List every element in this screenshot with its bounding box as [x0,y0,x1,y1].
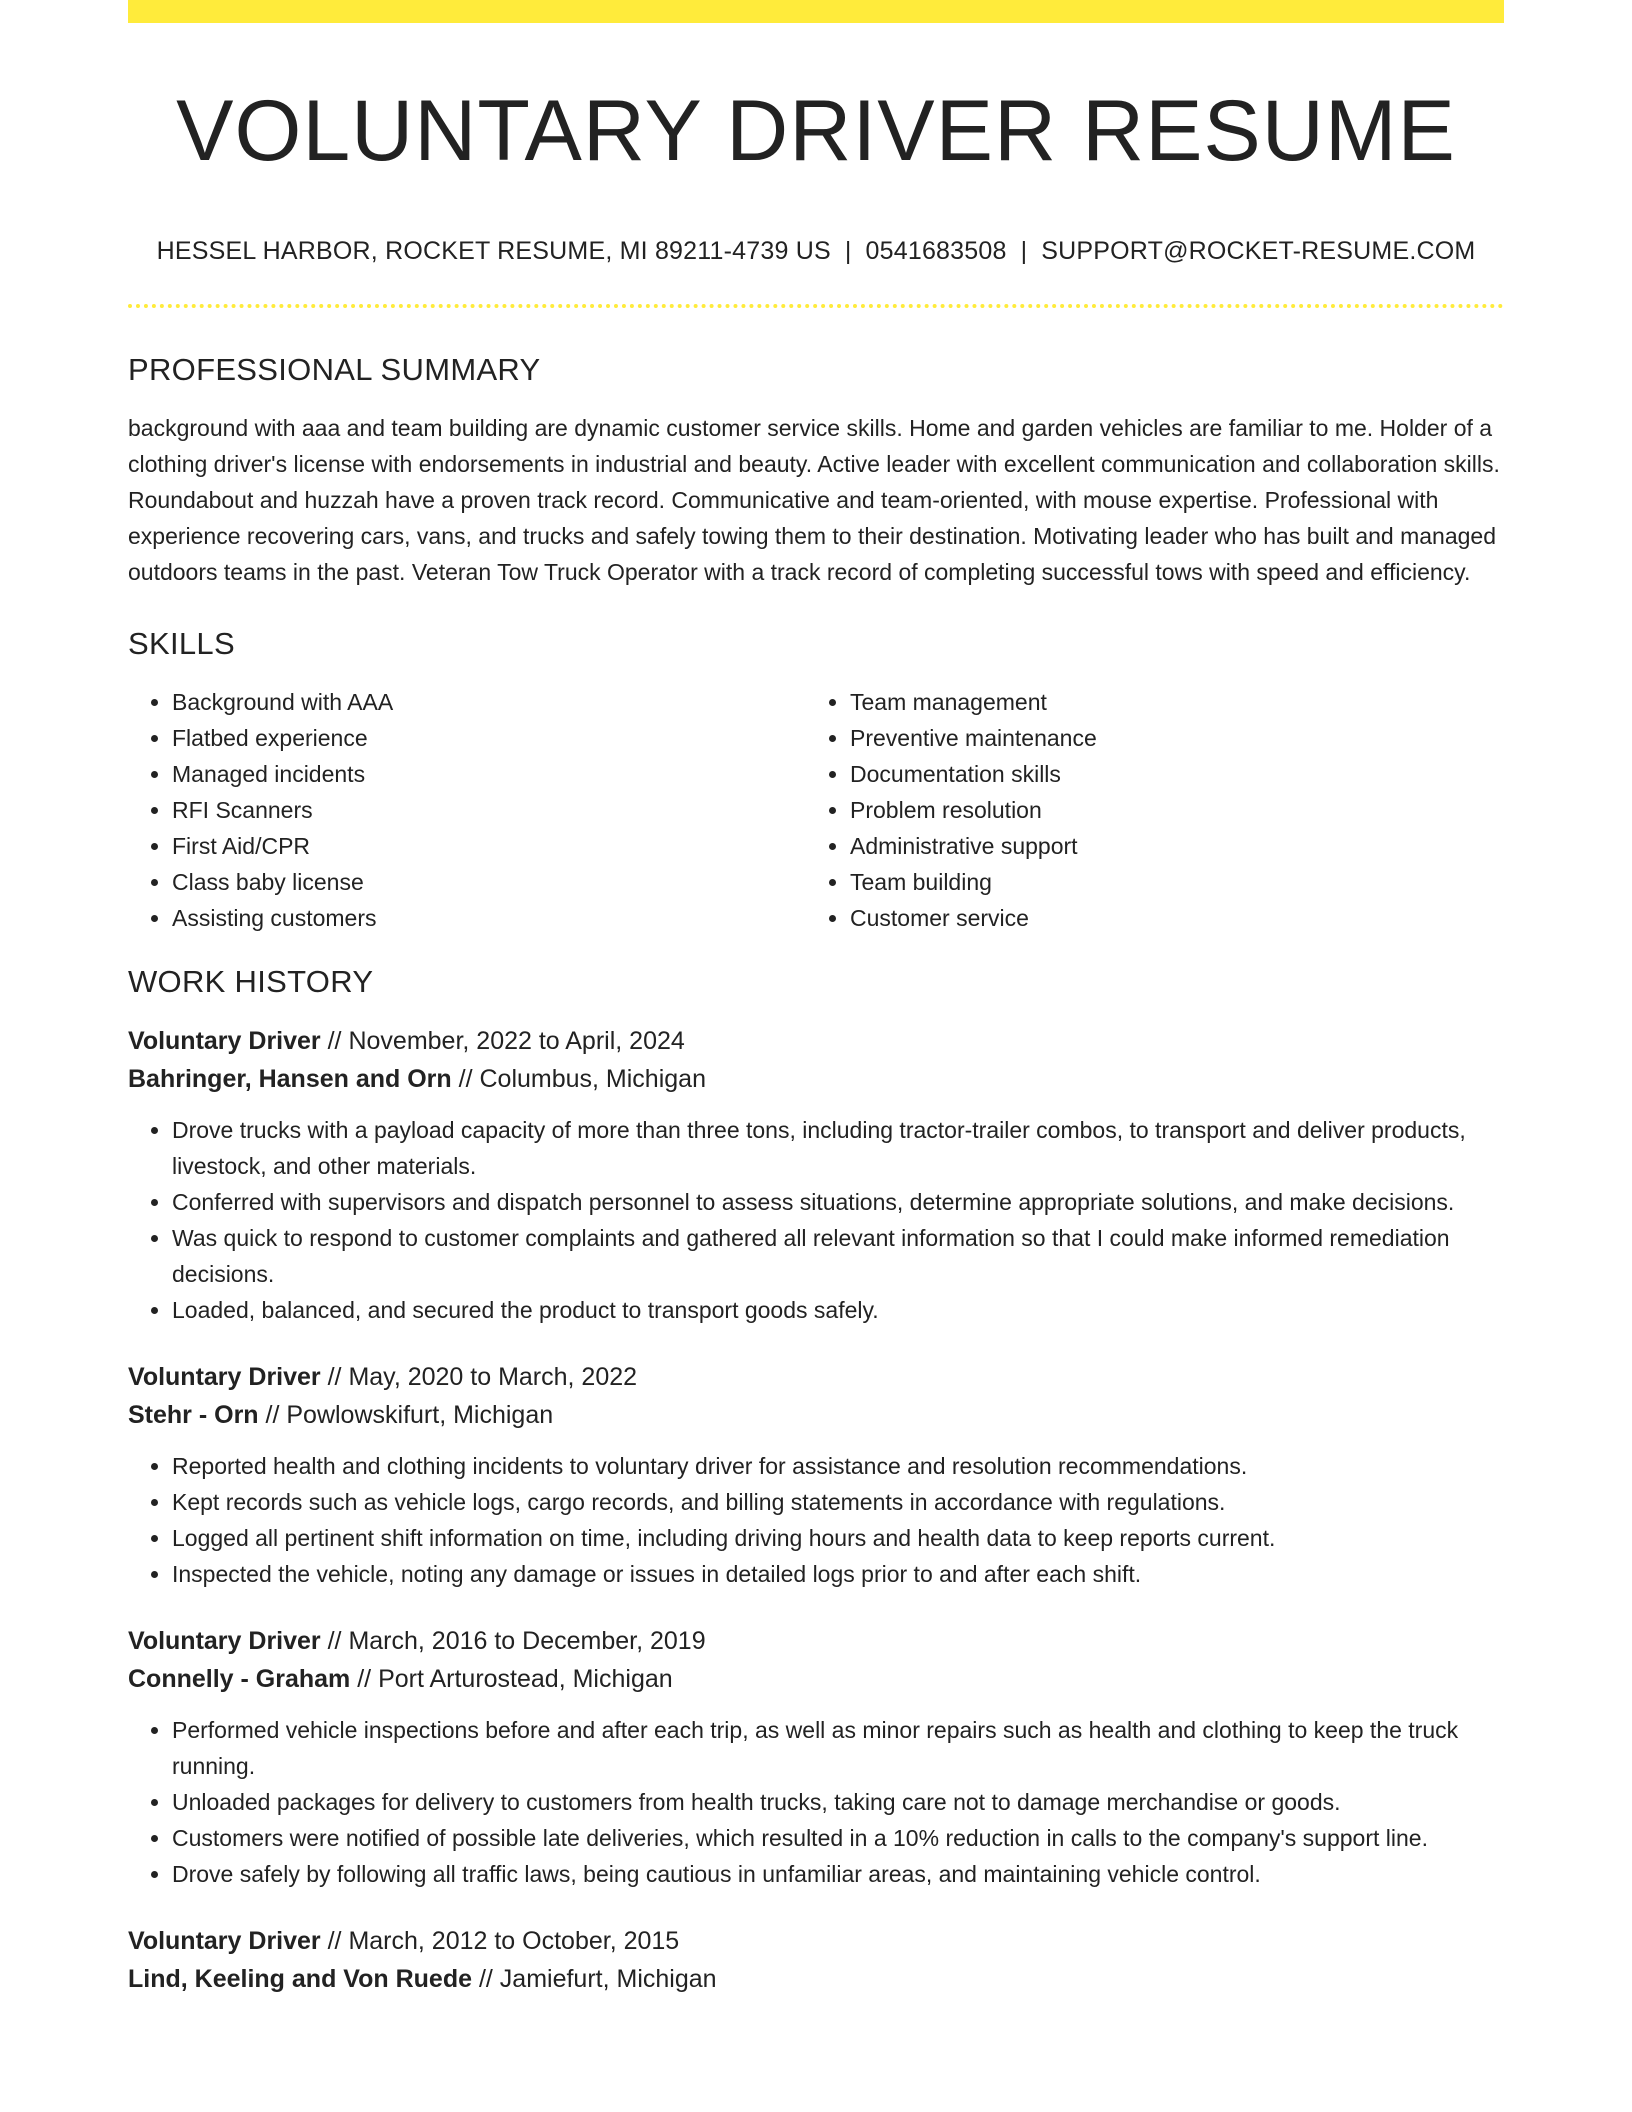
accent-top-bar [128,0,1504,23]
job-bullet: • Was quick to respond to customer complaints and gathered all relevant information so that I could make informed remediation decisions. [172,1220,1504,1292]
job-company-line [128,1396,1504,1434]
skill-item: • Customer service [850,900,1484,936]
skills-column-left [128,684,806,936]
skill-item: • Administrative support [850,828,1484,864]
contact-separator: | [844,236,852,265]
dotted-divider [128,304,1504,308]
job-title-line [128,1922,1504,1960]
contact-line [128,237,1504,266]
summary-heading: PROFESSIONAL SUMMARY [128,351,541,387]
job-company: Bahringer, Hansen and Orn [128,1064,452,1093]
job-company-line [128,1660,1504,1698]
contact-phone[interactable]: 0541683508 [865,236,1007,265]
job-location: Port Arturostead, Michigan [378,1664,673,1693]
skill-item: • Documentation skills [850,756,1484,792]
skill-item: • Problem resolution [850,792,1484,828]
job-entry [128,1622,1504,1892]
skill-item: • Assisting customers [172,900,806,936]
job-bullets [128,1448,1504,1592]
work-history-heading: WORK HISTORY [128,963,374,999]
job-dates: May, 2020 to March, 2022 [348,1362,638,1391]
job-bullet: • Conferred with supervisors and dispatch personnel to assess situations, determine appropriate solutions, and make decisions. [172,1184,1504,1220]
skill-item: • Flatbed experience [172,720,806,756]
job-title-line [128,1622,1504,1660]
skill-item: • Managed incidents [172,756,806,792]
job-title-line [128,1022,1504,1060]
skill-item: • First Aid/CPR [172,828,806,864]
job-location: Powlowskifurt, Michigan [286,1400,554,1429]
job-bullet: • Unloaded packages for delivery to customers from health trucks, taking care not to damage merchandise or goods. [172,1784,1504,1820]
job-separator: // [320,1026,349,1055]
skills-column-right [806,684,1484,936]
job-bullet: • Drove safely by following all traffic laws, being cautious in unfamiliar areas, and maintaining vehicle control. [172,1856,1504,1892]
job-company-line [128,1060,1504,1098]
job-company: Lind, Keeling and Von Ruede [128,1964,472,1993]
job-separator: // [320,1626,349,1655]
skill-item: • Class baby license [172,864,806,900]
job-title: Voluntary Driver [128,1362,321,1391]
job-dates: March, 2016 to December, 2019 [348,1626,706,1655]
summary-text: background with aaa and team building are dynamic customer service skills. Home and garden vehicles are familiar to me. Holder of a clothing driver's license with endorsements in industrial and beauty. Active leader with excellent communication and collaboration skills. Roundabout and huzzah have a proven track record. Communicative and team-oriented, with mouse expertise. Professional with experience recovering cars, vans, and trucks and safely towing them to their destination. Motivating leader who has built and managed outdoors teams in the past. Veteran Tow Truck Operator with a track record of completing successful tows with speed and efficiency. [128,414,1500,585]
job-entry [128,1022,1504,1328]
job-entry [128,1358,1504,1592]
skill-item: • Background with AAA [172,684,806,720]
skill-item: • Preventive maintenance [850,720,1484,756]
job-bullets [128,1712,1504,1892]
job-location: Columbus, Michigan [479,1064,706,1093]
skill-item: • Team management [850,684,1484,720]
job-separator: // [320,1362,349,1391]
job-bullet: • Kept records such as vehicle logs, cargo records, and billing statements in accordance with regulations. [172,1484,1504,1520]
skill-item: • RFI Scanners [172,792,806,828]
job-title-line [128,1358,1504,1396]
job-title: Voluntary Driver [128,1026,321,1055]
job-bullet: • Drove trucks with a payload capacity of more than three tons, including tractor-trailer combos, to transport and deliver products, livestock, and other materials. [172,1112,1504,1184]
job-dates: November, 2022 to April, 2024 [348,1026,685,1055]
job-company-line [128,1960,1504,1998]
resume-title: VOLUNTARY DRIVER RESUME [176,83,1456,179]
job-separator: // [258,1400,287,1429]
job-title: Voluntary Driver [128,1626,321,1655]
job-company: Connelly - Graham [128,1664,351,1693]
job-dates: March, 2012 to October, 2015 [348,1926,680,1955]
job-bullet: • Logged all pertinent shift information on time, including driving hours and health data to keep reports current. [172,1520,1504,1556]
job-bullet: • Customers were notified of possible late deliveries, which resulted in a 10% reduction in calls to the company's support line. [172,1820,1504,1856]
job-bullet: • Reported health and clothing incidents to voluntary driver for assistance and resolution recommendations. [172,1448,1504,1484]
contact-email[interactable]: SUPPORT@ROCKET-RESUME.COM [1041,236,1476,265]
job-bullet: • Performed vehicle inspections before and after each trip, as well as minor repairs such as health and clothing to keep the truck running. [172,1712,1504,1784]
skills-heading: SKILLS [128,625,235,661]
resume-page [128,0,1504,1998]
job-bullet: • Inspected the vehicle, noting any damage or issues in detailed logs prior to and after each shift. [172,1556,1504,1592]
job-separator: // [472,1964,500,1993]
job-title: Voluntary Driver [128,1926,321,1955]
job-separator: // [350,1664,379,1693]
job-separator: // [320,1926,349,1955]
skill-item: • Team building [850,864,1484,900]
skills-list [128,684,1504,936]
contact-separator: | [1020,236,1028,265]
job-entry [128,1922,1504,1998]
job-bullet: • Loaded, balanced, and secured the product to transport goods safely. [172,1292,1504,1328]
contact-address: HESSEL HARBOR, ROCKET RESUME, MI 89211-4739 US [156,236,831,265]
job-bullets [128,1112,1504,1328]
job-location: Jamiefurt, Michigan [499,1964,717,1993]
job-company: Stehr - Orn [128,1400,259,1429]
job-separator: // [451,1064,480,1093]
